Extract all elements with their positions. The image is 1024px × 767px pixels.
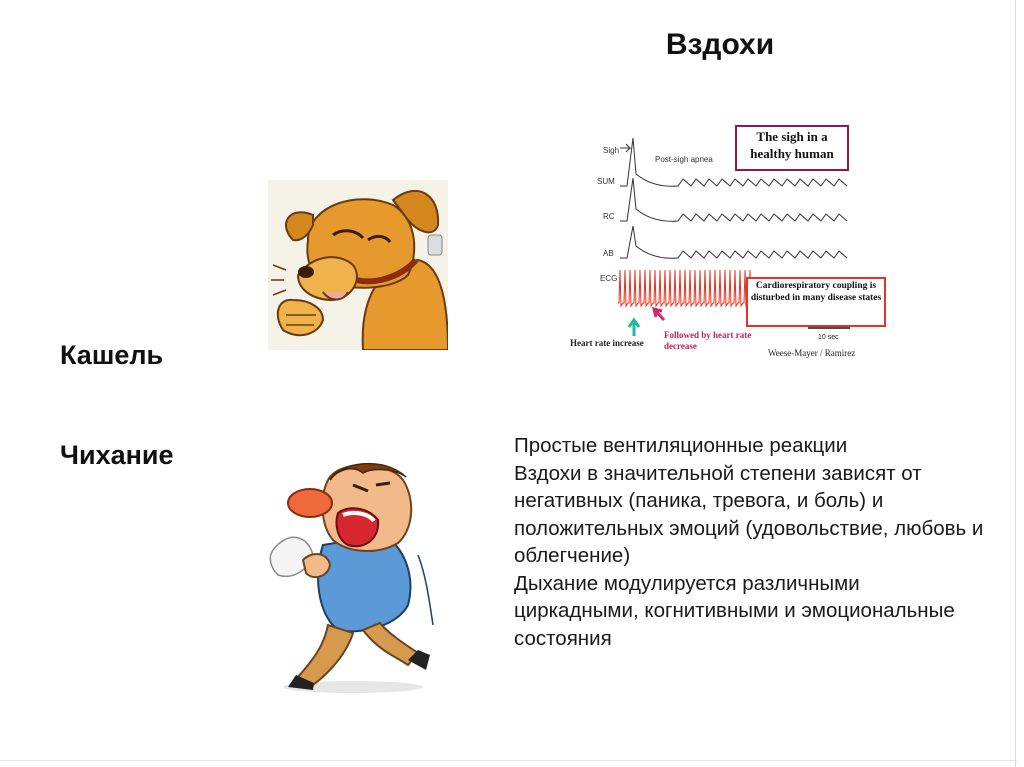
paragraph-2: Вздохи в значительной степени зависят от негативных (паника, тревога, и боль) и положительных эмоций (удовольствие, любовь и облегчение) [514, 461, 984, 567]
hr-decrease-label: Followed by heart rate decrease [664, 330, 752, 351]
sneeze-label: Чихание [60, 440, 174, 470]
sigh-title-text: The sigh in a healthy human [750, 129, 834, 161]
trace-label-ecg: ECG [600, 274, 618, 283]
ab-trace [620, 226, 847, 258]
trace-label-ab: AB [603, 249, 614, 258]
sigh-recording-figure [560, 118, 900, 368]
hr-increase-label: Heart rate increase [570, 338, 644, 348]
rc-trace [620, 178, 847, 221]
sneezing-man-illustration [268, 455, 438, 695]
coughing-dog-illustration [268, 180, 448, 350]
cough-label: Кашель [60, 340, 164, 370]
body-text [514, 432, 984, 652]
trace-label-sigh: Sigh [603, 146, 620, 155]
figure-credit: Weese-Mayer / Ramirez [768, 348, 856, 358]
paragraph-3: Дыхание модулируется различными циркадными, когнитивными и эмоциональные состояния [514, 571, 955, 650]
hr-decrease-arrow-icon [654, 309, 664, 320]
scale-label: 10 sec [818, 334, 839, 341]
ecg-trace [618, 270, 753, 306]
post-sigh-label: Post-sigh apnea [655, 155, 713, 164]
trace-label-sum: SUM [597, 177, 615, 186]
slide-title: Вздохи [665, 28, 775, 61]
hr-increase-arrow-icon [629, 320, 639, 336]
slide-frame-right [1015, 0, 1016, 767]
trace-label-rc: RC [603, 212, 615, 221]
slide-frame-bottom [0, 760, 1017, 761]
coupling-note-text: Cardiorespiratory coupling is disturbed in many disease states [750, 281, 882, 303]
paragraph-1: Простые вентиляционные реакции [514, 434, 848, 457]
sigh-arrow-icon [620, 144, 630, 152]
